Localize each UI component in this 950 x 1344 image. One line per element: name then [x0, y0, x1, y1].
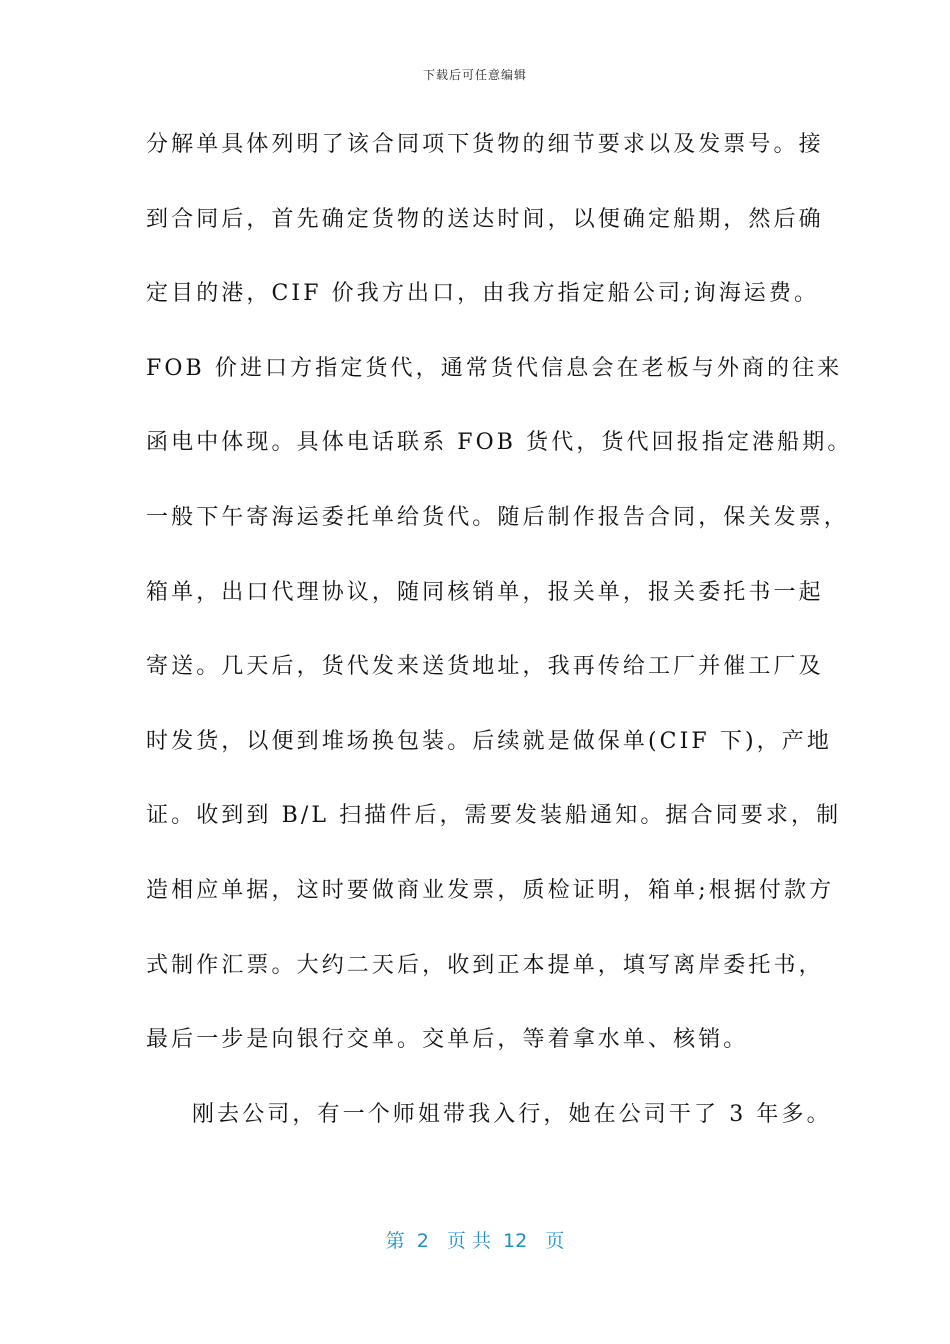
- body-line: 一般下午寄海运委托单给货代。随后制作报告合同，保关发票，: [146, 504, 849, 530]
- header-note: 下载后可任意编辑: [422, 68, 527, 82]
- body-line: 证。收到到 B/L 扫描件后，需要发装船通知。据合同要求，制: [146, 803, 842, 829]
- body-line: 最后一步是向银行交单。交单后，等着拿水单、核销。: [146, 1027, 749, 1053]
- body-line: 时发货，以便到堆场换包装。后续就是做保单(CIF 下)，产地: [146, 728, 832, 754]
- page-number-footer: 第 2 页 共 12 页: [385, 1230, 565, 1252]
- body-line: 函电中体现。具体电话联系 FOB 货代，货代回报指定港船期。: [146, 430, 853, 456]
- body-line: 箱单，出口代理协议，随同核销单，报关单，报关委托书一起: [146, 579, 824, 605]
- paragraph-start-line: 刚去公司，有一个师姐带我入行，她在公司干了 3 年多。: [192, 1101, 832, 1127]
- document-body: [146, 120, 853, 1164]
- body-line: 造相应单据，这时要做商业发票，质检证明，箱单;根据付款方: [146, 877, 835, 903]
- body-line: 分解单具体列明了该合同项下货物的细节要求以及发票号。接: [146, 132, 824, 157]
- body-line: 寄送。几天后，货代发来送货地址，我再传给工厂并催工厂及: [146, 654, 824, 680]
- body-line: FOB 价进口方指定货代，通常货代信息会在老板与外商的往来: [146, 355, 843, 381]
- body-line: 式制作汇票。大约二天后，收到正本提单，填写离岸委托书，: [146, 952, 824, 978]
- body-line: 定目的港，CIF 价我方出口，由我方指定船公司;询海运费。: [146, 281, 820, 307]
- body-line: 到合同后，首先确定货物的送达时间，以便确定船期，然后确: [146, 206, 824, 232]
